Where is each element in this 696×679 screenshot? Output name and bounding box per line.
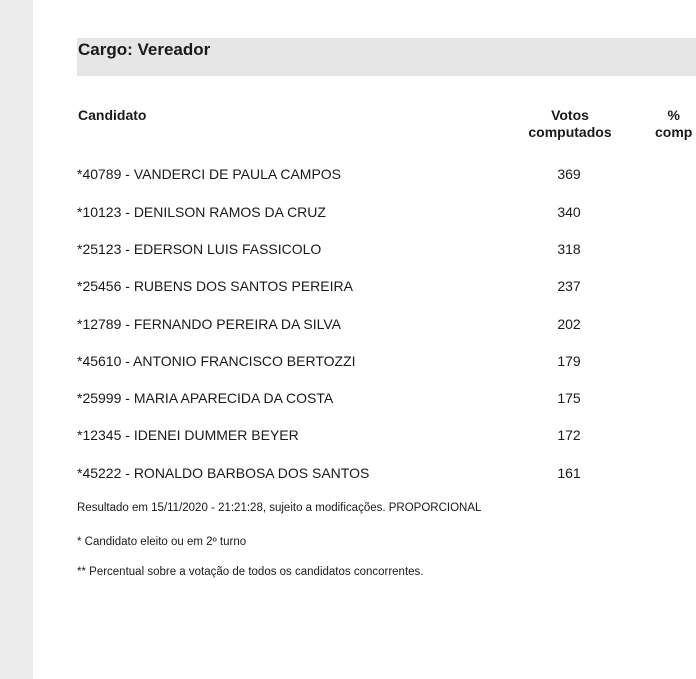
table-row bbox=[33, 427, 696, 447]
candidate-votes: 202 bbox=[557, 316, 581, 332]
candidate-votes: 369 bbox=[557, 166, 581, 182]
candidate-name: *25123 - EDERSON LUIS FASSICOLO bbox=[77, 241, 322, 257]
column-header-percentual bbox=[655, 107, 692, 141]
candidate-votes: 175 bbox=[557, 390, 581, 406]
column-header-votos-line2: computados bbox=[528, 124, 612, 140]
candidate-votes: 237 bbox=[557, 278, 581, 294]
candidate-name: *10123 - DENILSON RAMOS DA CRUZ bbox=[77, 204, 326, 220]
cargo-title: Cargo: Vereador bbox=[78, 40, 211, 59]
table-row bbox=[33, 316, 696, 336]
table-row bbox=[33, 390, 696, 410]
percentage-legend-note: ** Percentual sobre a votação de todos os candidatos concorrentes. bbox=[77, 566, 424, 578]
candidate-votes: 179 bbox=[557, 353, 581, 369]
candidate-votes: 172 bbox=[557, 427, 581, 443]
candidate-votes: 161 bbox=[557, 465, 581, 481]
column-header-percentual-line1: % bbox=[667, 107, 680, 123]
candidate-name: *12345 - IDENEI DUMMER BEYER bbox=[77, 427, 299, 443]
results-page bbox=[33, 0, 696, 679]
column-header-votos bbox=[523, 107, 617, 141]
table-row bbox=[33, 241, 696, 261]
table-row bbox=[33, 353, 696, 373]
column-header-candidato: Candidato bbox=[78, 107, 147, 123]
candidate-name: *25456 - RUBENS DOS SANTOS PEREIRA bbox=[77, 278, 353, 294]
candidate-name: *12789 - FERNANDO PEREIRA DA SILVA bbox=[77, 316, 342, 332]
table-row bbox=[33, 166, 696, 186]
candidate-votes: 340 bbox=[557, 204, 581, 220]
column-header-percentual-line2: comp bbox=[655, 124, 693, 140]
elected-legend-note: * Candidato eleito ou em 2º turno bbox=[77, 536, 247, 548]
candidate-votes: 318 bbox=[557, 241, 581, 257]
column-header-votos-line1: Votos bbox=[551, 107, 589, 123]
left-margin bbox=[0, 0, 33, 679]
candidate-name: *45222 - RONALDO BARBOSA DOS SANTOS bbox=[77, 465, 370, 481]
table-row bbox=[33, 278, 696, 298]
result-timestamp-note: Resultado em 15/11/2020 - 21:21:28, sujeito a modificações. PROPORCIONAL bbox=[77, 502, 482, 514]
table-row bbox=[33, 204, 696, 224]
candidate-name: *45610 - ANTONIO FRANCISCO BERTOZZI bbox=[77, 353, 356, 369]
candidate-name: *40789 - VANDERCI DE PAULA CAMPOS bbox=[77, 166, 342, 182]
table-row bbox=[33, 465, 696, 485]
candidate-name: *25999 - MARIA APARECIDA DA COSTA bbox=[77, 390, 334, 406]
